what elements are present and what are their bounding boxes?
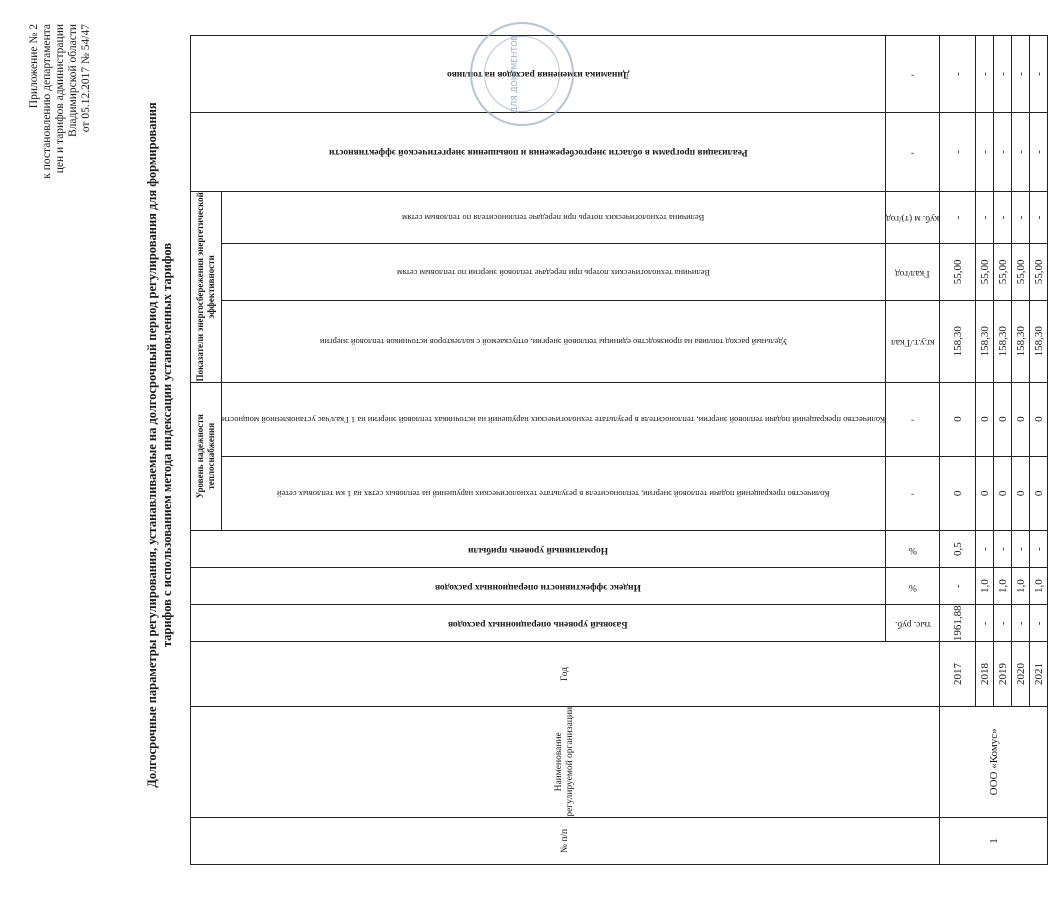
row-program: - — [1030, 112, 1048, 191]
title-line: тарифов с использованием метода индексации установленных тарифов — [160, 242, 174, 648]
row-profit-level: - — [1012, 531, 1030, 568]
row-program: - — [1012, 112, 1030, 191]
document-title — [145, 25, 175, 865]
appendix-line: Приложение № 2 — [28, 24, 40, 109]
unit-program-text: - — [911, 147, 915, 158]
row-year: 2021 — [1030, 642, 1048, 706]
row-fuel-dynamics: - — [994, 36, 1012, 113]
row-base-cost: - — [994, 605, 1012, 642]
header-reliability-networks-text: Количество прекращений подачи тепловой энергии, теплоносителя в результате технологических нарушений на тепловых сетях на 1 км тепловых сетей — [277, 489, 830, 500]
row-reliability-networks: 0 — [1012, 456, 1030, 530]
unit-fuel-consumption-text: кг.у.т./Гкал — [891, 336, 935, 347]
row-fuel-dynamics: - — [940, 36, 976, 113]
row-efficiency-index: 1,0 — [1012, 568, 1030, 605]
header-year: Год — [191, 642, 940, 706]
unit-heat-losses-text: Гкал/год — [895, 267, 931, 278]
header-energy-group — [191, 192, 222, 383]
row-program: - — [994, 112, 1012, 191]
header-fuel-consumption — [222, 300, 886, 382]
parameters-table — [190, 35, 1048, 865]
appendix-line: цен и тарифов администрации — [54, 24, 66, 174]
row-base-cost: - — [1012, 605, 1030, 642]
row-carrier-losses: - — [1030, 192, 1048, 244]
row-year: 2018 — [976, 642, 994, 706]
row-reliability-networks: 0 — [1030, 456, 1048, 530]
row-fuel-dynamics: - — [976, 36, 994, 113]
row-base-cost: - — [1030, 605, 1048, 642]
row-year: 2019 — [994, 642, 1012, 706]
header-org: Наименование регулируемой организации — [191, 706, 940, 817]
official-stamp — [470, 22, 574, 126]
header-energy-group-text: Показатели энергосбережения энергетической эффективности — [195, 192, 216, 382]
row-efficiency-index: 1,0 — [976, 568, 994, 605]
header-program-text: Реализация программ в области энергосбережения и повышения энергетической эффективности — [328, 147, 748, 158]
unit-profit-level-text: % — [908, 544, 917, 555]
row-fuel-consumption: 158,30 — [994, 300, 1012, 382]
header-base-cost — [191, 605, 886, 642]
appendix-line: к постановлению департамента — [41, 24, 53, 179]
header-efficiency-index — [191, 568, 886, 605]
header-profit-level-text: Нормативный уровень прибыли — [468, 544, 609, 555]
row-fuel-consumption: 158,30 — [940, 300, 976, 382]
header-efficiency-index-text: Индекс эффективности операционных расходов — [435, 581, 642, 592]
unit-efficiency-index — [886, 568, 940, 605]
row-program: - — [976, 112, 994, 191]
row-reliability-networks: 0 — [994, 456, 1012, 530]
appendix-line: от 05.12.2017 № 54/47 — [80, 24, 92, 133]
appendix-block — [28, 24, 93, 179]
unit-efficiency-index-text: % — [908, 581, 917, 592]
row-reliability-sources: 0 — [940, 382, 976, 456]
row-profit-level: - — [1030, 531, 1048, 568]
unit-reliability-networks — [886, 456, 940, 530]
row-carrier-losses: - — [1012, 192, 1030, 244]
unit-base-cost — [886, 605, 940, 642]
unit-reliability-sources-text: - — [911, 414, 915, 425]
header-carrier-losses-text: Величина технологических потерь при передаче теплоносителя по тепловым сетям — [402, 213, 705, 224]
row-reliability-sources: 0 — [976, 382, 994, 456]
header-fuel-dynamics-text: Динамика изменения расходов на топливо — [446, 69, 630, 80]
stamp-text: ДЛЯ ДОКУМЕНТОВ — [510, 34, 519, 114]
row-heat-losses: 55,00 — [1012, 243, 1030, 300]
appendix-line: Владимирской области — [67, 24, 79, 138]
header-reliability-group — [191, 382, 222, 530]
org-number: 1 — [940, 817, 1048, 864]
row-year: 2017 — [940, 642, 976, 706]
row-fuel-dynamics: - — [1030, 36, 1048, 113]
header-reliability-sources-text: Количество прекращений подачи тепловой энергии, теплоносителя в результате технологических нарушений на источниках тепловой энергии на 1 Гкал/час установленной мощности — [222, 414, 886, 425]
header-reliability-group-text: Уровень надежности теплоснабжения — [195, 414, 216, 499]
row-carrier-losses: - — [994, 192, 1012, 244]
row-carrier-losses: - — [940, 192, 976, 244]
row-reliability-networks: 0 — [976, 456, 994, 530]
unit-carrier-losses — [886, 192, 940, 244]
row-fuel-consumption: 158,30 — [976, 300, 994, 382]
header-base-cost-text: Базовый уровень операционных расходов — [448, 618, 628, 629]
unit-fuel-dynamics-text: - — [911, 69, 915, 80]
header-profit-level — [191, 531, 886, 568]
title-line: Долгосрочные параметры регулирования, устанавливаемые на долгосрочный период регулирования для формирования — [145, 102, 159, 788]
org-name: ООО «Комус» — [940, 706, 1048, 817]
unit-reliability-sources — [886, 382, 940, 456]
unit-carrier-losses-text: куб. м (т)/год — [886, 213, 940, 224]
row-reliability-sources: 0 — [994, 382, 1012, 456]
row-efficiency-index: 1,0 — [994, 568, 1012, 605]
row-base-cost: - — [976, 605, 994, 642]
row-fuel-consumption: 158,30 — [1012, 300, 1030, 382]
row-efficiency-index: 1,0 — [1030, 568, 1048, 605]
row-fuel-dynamics: - — [1012, 36, 1030, 113]
header-num: № п/п — [191, 817, 940, 864]
row-program: - — [940, 112, 976, 191]
table-row — [940, 36, 976, 865]
row-heat-losses: 55,00 — [1030, 243, 1048, 300]
unit-reliability-networks-text: - — [911, 489, 915, 500]
header-heat-losses-text: Величина технологических потерь при передаче тепловой энергии по тепловым сетям — [397, 267, 711, 278]
unit-fuel-consumption — [886, 300, 940, 382]
row-year: 2020 — [1012, 642, 1030, 706]
header-reliability-sources — [222, 382, 886, 456]
header-carrier-losses — [222, 192, 886, 244]
unit-heat-losses — [886, 243, 940, 300]
row-profit-level: - — [976, 531, 994, 568]
row-carrier-losses: - — [976, 192, 994, 244]
row-heat-losses: 55,00 — [940, 243, 976, 300]
row-profit-level: 0,5 — [940, 531, 976, 568]
row-fuel-consumption: 158,30 — [1030, 300, 1048, 382]
row-heat-losses: 55,00 — [994, 243, 1012, 300]
unit-base-cost-text: тыс. руб. — [894, 619, 931, 630]
header-heat-losses — [222, 243, 886, 300]
unit-fuel-dynamics — [886, 36, 940, 113]
row-base-cost: 1961,88 — [940, 605, 976, 642]
unit-program — [886, 112, 940, 191]
row-efficiency-index: - — [940, 568, 976, 605]
row-profit-level: - — [994, 531, 1012, 568]
row-heat-losses: 55,00 — [976, 243, 994, 300]
unit-profit-level — [886, 531, 940, 568]
row-reliability-sources: 0 — [1030, 382, 1048, 456]
row-reliability-networks: 0 — [940, 456, 976, 530]
row-reliability-sources: 0 — [1012, 382, 1030, 456]
header-fuel-consumption-text: Удельный расход топлива на производство единицы тепловой энергии, отпускаемой с коллекторов источников тепловой энергии — [319, 336, 788, 347]
header-reliability-networks — [222, 456, 886, 530]
header-program — [191, 112, 886, 191]
